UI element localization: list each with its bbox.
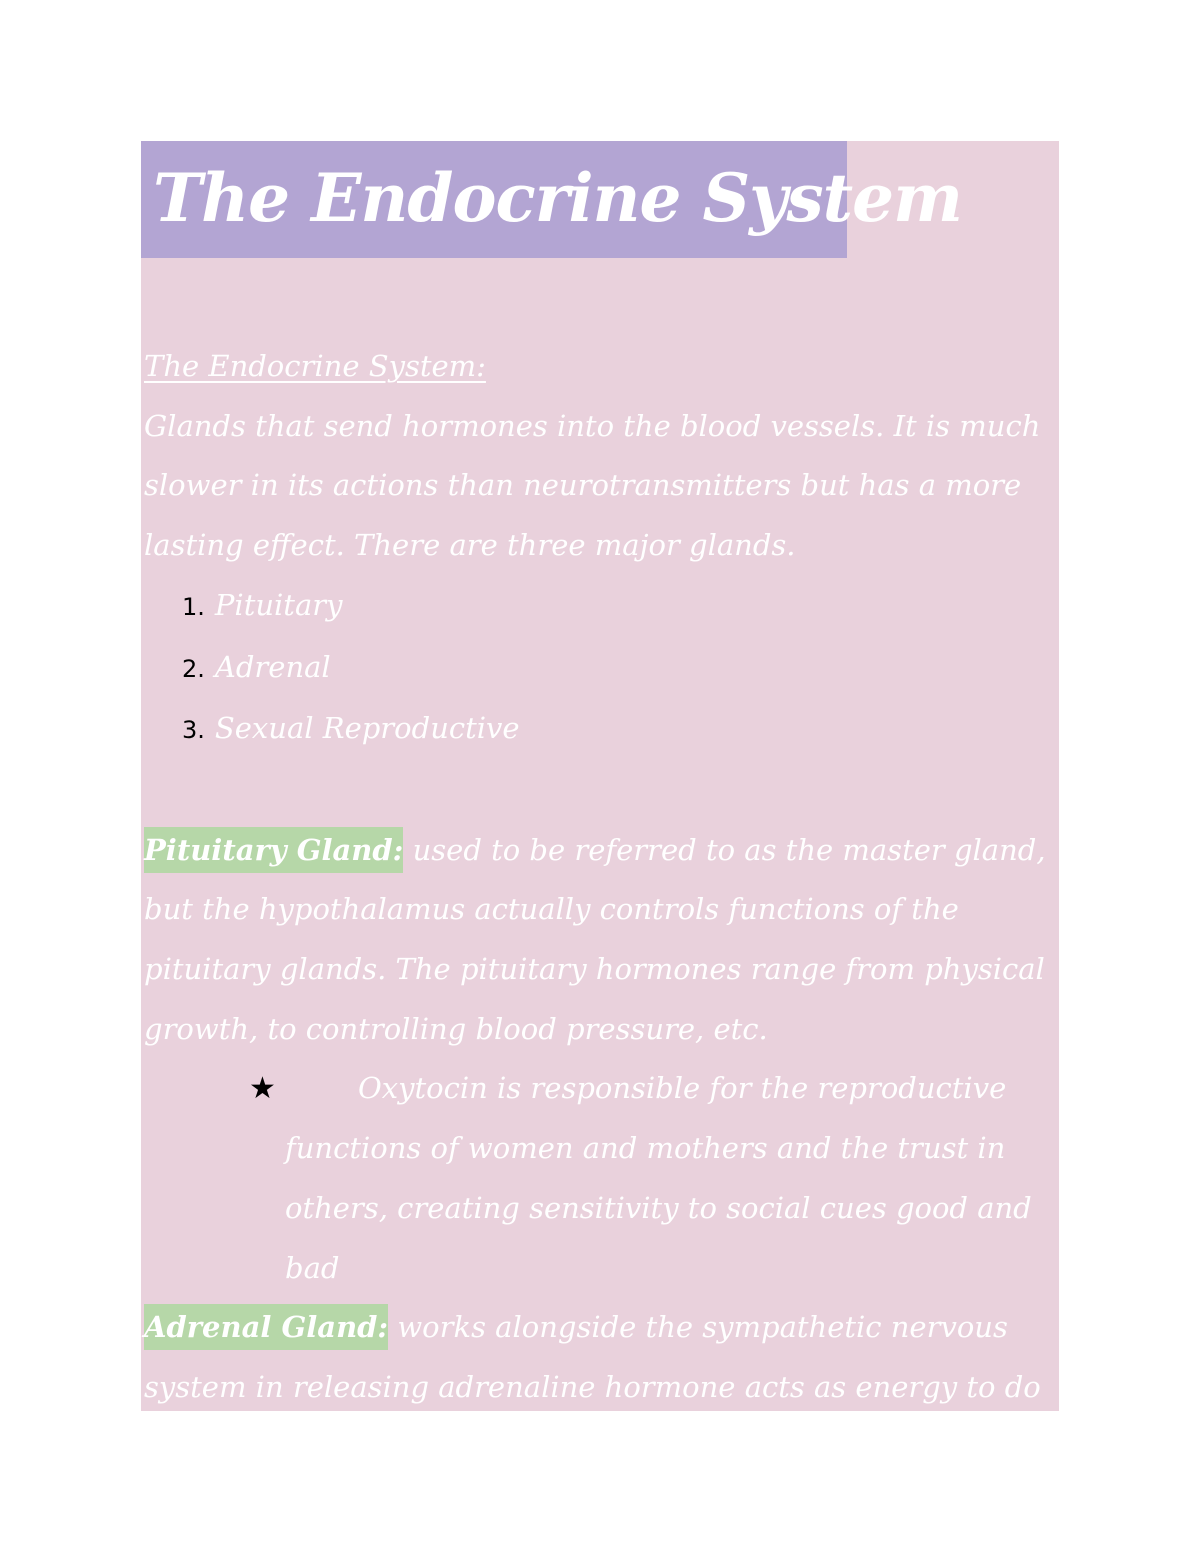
document-body: [144, 337, 1056, 1537]
glands-list: [144, 576, 1056, 761]
adrenal-term-highlight: Adrenal Gland:: [144, 1304, 388, 1350]
list-item: [144, 638, 1056, 700]
pituitary-description: used to be referred to as the master gland, but the hypothalamus actually controls functions of the pituitary glands. The pituitary hormones range from physical growth, to controlling blood pressure, etc.: [144, 832, 1046, 1046]
intro-paragraph: Glands that send hormones into the blood vessels. It is much slower in its actions than neurotransmitters but has a more lasting effect. There are three major glands.: [144, 408, 1041, 563]
paragraph-spacer: [144, 761, 1056, 821]
list-item-label: Adrenal: [214, 649, 331, 684]
star-bullet-icon: ★: [249, 1071, 276, 1107]
pituitary-term-highlight: Pituitary Gland:: [144, 827, 403, 873]
list-item: [144, 576, 1056, 638]
section-heading: The Endocrine System:: [144, 349, 486, 383]
page-title: The Endocrine System: [153, 159, 962, 237]
adrenal-paragraph: [144, 1298, 1056, 1537]
oxytocin-text: Oxytocin is responsible for the reproductive functions of women and mothers and the trust in others, creating sensitivity to social cues good and bad: [285, 1071, 1032, 1285]
pituitary-paragraph: [144, 821, 1056, 1060]
list-number: 3.: [182, 716, 205, 745]
document-page: [141, 141, 1059, 1524]
oxytocin-bullet: [144, 1059, 1056, 1298]
list-item-label: Pituitary: [214, 587, 343, 622]
list-number: 1.: [182, 592, 205, 621]
list-number: 2.: [182, 654, 205, 683]
list-item-label: Sexual Reproductive: [214, 711, 520, 746]
list-item: [144, 699, 1056, 761]
adrenal-description: works alongside the sympathetic nervous system in releasing adrenaline hormone acts as energy to do many things and cortisol in emotional sense in disengaging in dangerous: [144, 1310, 1056, 1524]
